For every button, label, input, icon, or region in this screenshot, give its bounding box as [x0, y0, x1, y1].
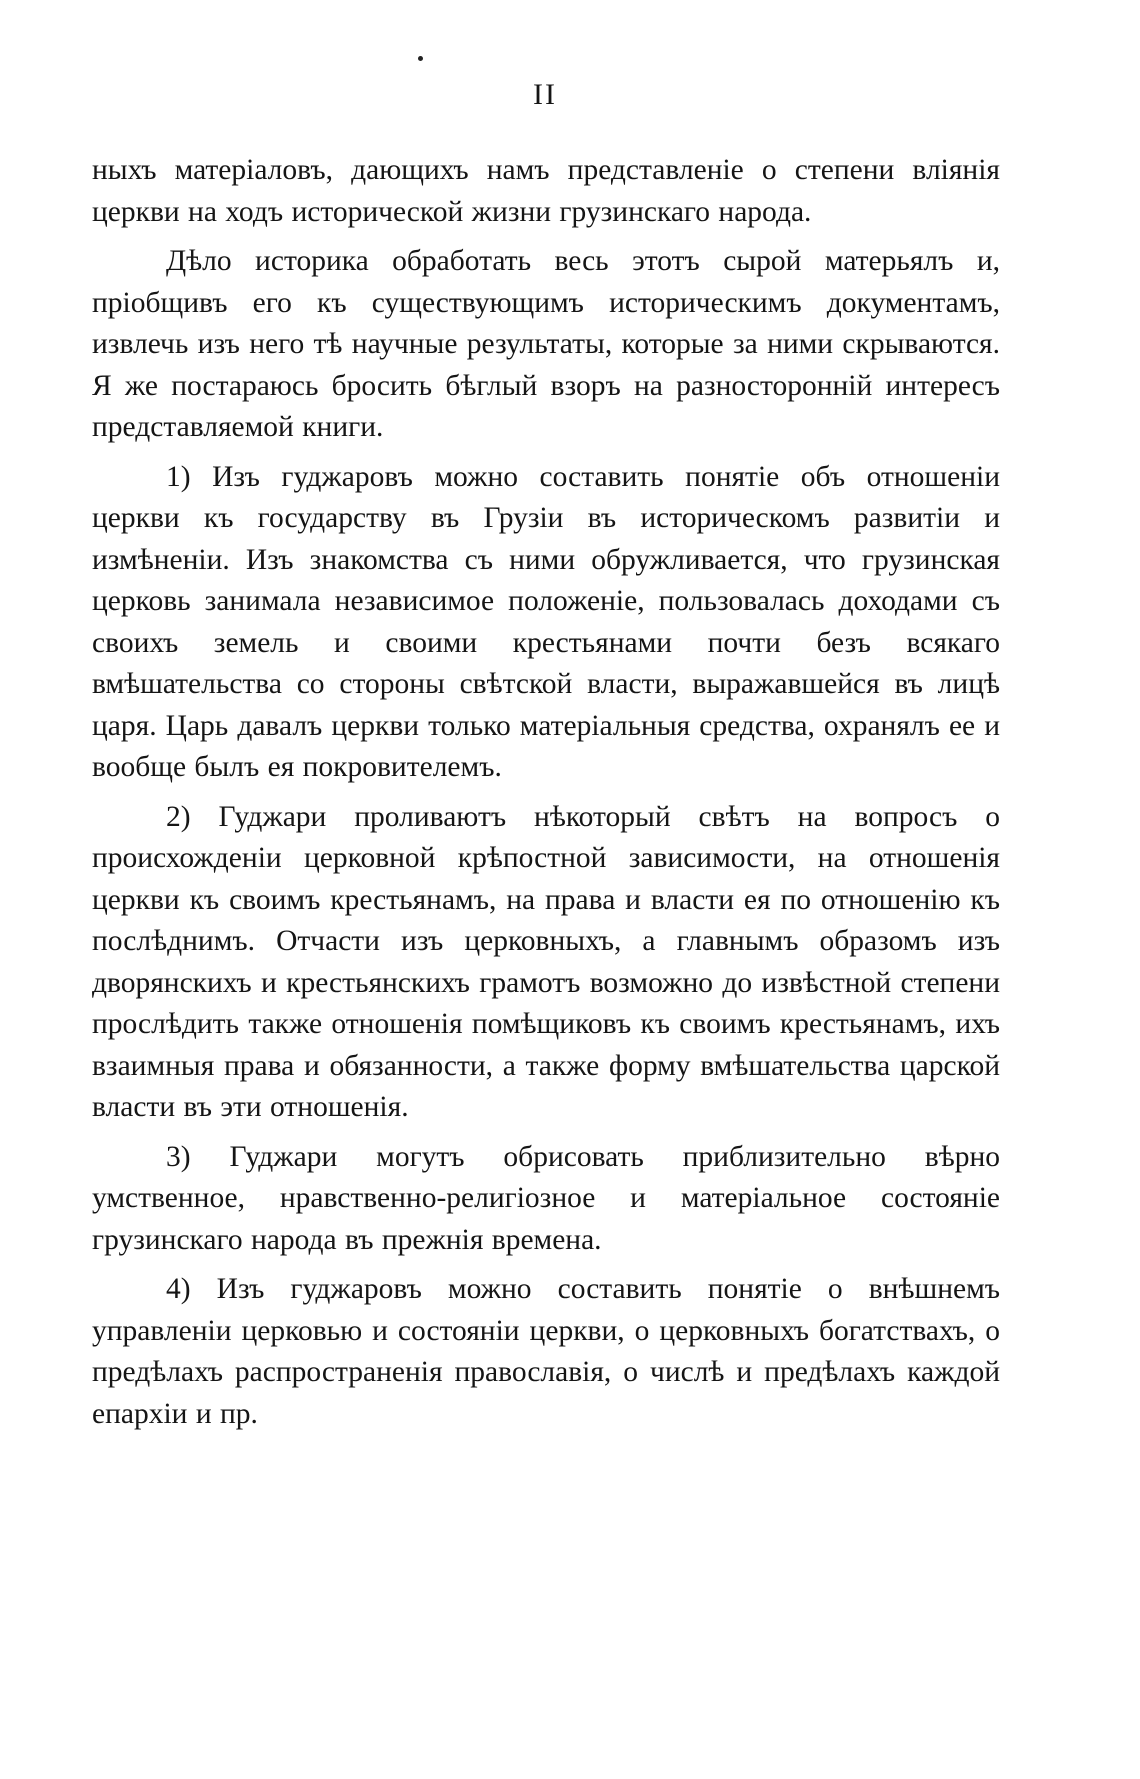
paragraph-point-3: 3) Гуджари могутъ обрисовать приблизительно вѣрно умственное, нравственно-религіозное и матеріальное состояніе грузинскаго народа въ прежнія времена.: [92, 1140, 1000, 1256]
paragraph-historian-task: Дѣло историка обработать весь этотъ сырой матерьялъ и, пріобщивъ его къ существующимъ историческимъ документамъ, извлечь изъ него тѣ научные результаты, которые за ними скрываются. Я же постараюсь бросить бѣглый взоръ на разносторонній интересъ представляемой книги.: [92, 245, 1000, 443]
page-number: II: [533, 78, 557, 111]
ink-speck: [418, 56, 423, 61]
paragraph-point-1: 1) Изъ гуджаровъ можно составить понятіе объ отношеніи церкви къ государству въ Грузіи въ историческомъ развитіи и измѣненіи. Изъ знакомства съ ними обружливается, что грузинская церковь занимала независимое положеніе, пользовалась доходами съ своихъ земель и своими крестьянами почти безъ всякаго вмѣшательства со стороны свѣтской власти, выражавшейся въ лицѣ царя. Царь давалъ церкви только матеріальныя средства, охранялъ ее и вообще былъ ея покровителемъ.: [92, 460, 1000, 783]
paragraph-point-2: 2) Гуджари проливаютъ нѣкоторый свѣтъ на вопросъ о происхожденіи церковной крѣпостной зависимости, на отношенія церкви къ своимъ крестьянамъ, на права и власти ея по отношенію къ послѣднимъ. Отчасти изъ церковныхъ, а главнымъ образомъ изъ дворянскихъ и крестьянскихъ грамотъ возможно до извѣстной степени прослѣдить также отношенія помѣщиковъ къ своимъ крестьянамъ, ихъ взаимныя права и обязанности, а также форму вмѣшательства царской власти въ эти отношенія.: [92, 800, 1000, 1123]
paragraph-point-4: 4) Изъ гуджаровъ можно составить понятіе о внѣшнемъ управленіи церковью и состояніи церкви, о церковныхъ богатствахъ, о предѣлахъ распространенія православія, о числѣ и предѣлахъ каждой епархіи и пр.: [92, 1273, 1000, 1430]
body-text: [92, 150, 1000, 1443]
paragraph-continuation: ныхъ матеріаловъ, дающихъ намъ представленіе о степени вліянія церкви на ходъ исторической жизни грузинскаго народа.: [92, 154, 1000, 228]
